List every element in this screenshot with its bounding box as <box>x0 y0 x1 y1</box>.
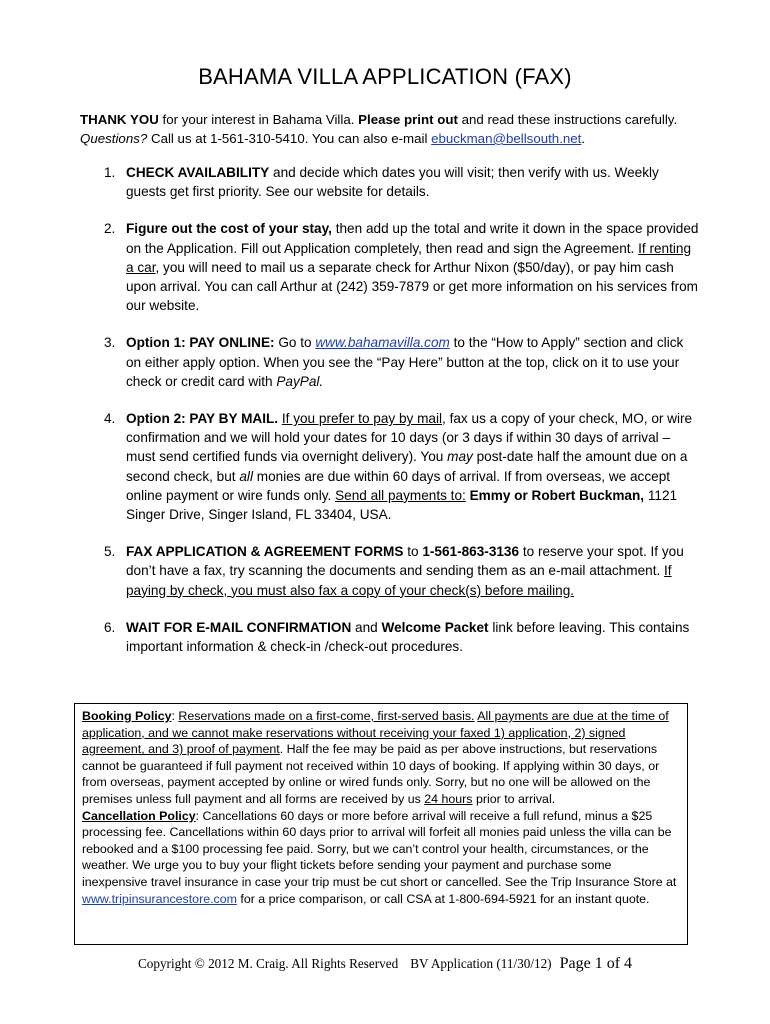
list-item-3 <box>80 333 700 391</box>
policy-text: : Cancellations 60 days or more before arrival will receive a full refund, minus a $25 processing fee. Cancellations within 60 days prior to arrival will forfeit all monies paid unless the villa can be rebooked and a $100 processing fee paid. Sorry, but we can’t control your health, circumstances, or the weather. We urge you to buy your flight tickets before sending your payment and purchase some inexpensive travel insurance in case your trip must be cut short or cancelled. See the Trip Insurance Store at <box>82 808 677 889</box>
fax-number: 1-561-863-3136 <box>422 544 520 560</box>
item-text: and decide which dates you will visit; then verify with us. Weekly guests get first priority. See our website for details. <box>126 165 659 200</box>
item-heading: Option 1: PAY ONLINE: <box>126 335 275 351</box>
item-text: to <box>403 544 423 560</box>
item-text: to reserve your spot. If you don’t have a fax, try scanning the documents and sending them as an e-mail attachment. <box>126 544 684 579</box>
item-text: , you will need to mail us a separate check for Arthur Nixon ($50/day), or pay him cash upon arrival. You can call Arthur at (242) 359-7879 or get more information on his services from our website. <box>126 259 698 314</box>
list-item-1 <box>80 163 700 201</box>
instruction-list <box>80 163 700 674</box>
list-number: 3. <box>104 335 116 351</box>
item-text: , fax us a copy of your check, MO, or wire confirmation and we will hold your dates for 10 days (or 3 days if within 30 days of arrival – must send certified funds via overnight delivery). You <box>126 411 693 465</box>
policy-underline: 24 hours <box>424 791 473 806</box>
policy-box <box>74 703 688 945</box>
list-item-6 <box>80 618 700 656</box>
list-number: 5. <box>104 544 116 560</box>
version-text: BV Application (11/30/12) <box>410 956 552 971</box>
item-heading: Figure out the cost of your stay, <box>126 221 332 237</box>
list-number: 6. <box>104 619 116 635</box>
cancellation-policy-label: Cancellation Policy <box>82 808 196 823</box>
item-italic: all <box>239 468 253 484</box>
item-underline: If renting a car <box>126 240 692 275</box>
payee-name: Emmy or Robert Buckman, <box>469 487 645 503</box>
copyright-text: Copyright © 2012 M. Craig. All Rights Reserved <box>137 956 399 971</box>
intro-text-1: for your interest in Bahama Villa. <box>158 112 359 127</box>
list-number: 4. <box>104 411 116 427</box>
item-heading: WAIT FOR E-MAIL CONFIRMATION <box>126 619 352 635</box>
print-out-text: Please print out <box>358 112 458 127</box>
questions-text: Questions? <box>80 131 148 146</box>
welcome-packet-text: Welcome Packet <box>381 619 489 635</box>
list-number: 2. <box>104 221 116 237</box>
list-item-5 <box>80 542 700 600</box>
policy-text: . Half the fee may be paid as per above instructions, but reservations cannot be guaranteed if full payment not received within 10 days of booking. If applying within 30 days, or from overseas, payment accepted by online or wired funds only. Sorry, but no one will be allowed on the premises unless full payment and all forms are received by us <box>82 742 660 806</box>
page-footer <box>0 955 770 973</box>
policy-text: : <box>171 709 179 723</box>
policy-underline: All payments are due at the time of application, and we cannot make reservations without receiving your faxed 1) application, 2) signed agreement, and 3) proof of payment <box>82 709 669 757</box>
page-title: BAHAMA VILLA APPLICATION (FAX) <box>198 64 572 89</box>
item-underline: If paying by check, you must also fax a copy of your check(s) before mailing. <box>126 563 672 598</box>
booking-policy-label: Booking Policy <box>82 709 172 723</box>
item-text: link before leaving. This contains important information & check-in /check-out procedures. <box>126 619 690 655</box>
policy-underline: Reservations made on a first-come, first-served basis. <box>178 709 475 723</box>
intro-text-3: Call us at 1-561-310-5410. You can also e-mail <box>147 131 432 146</box>
item-heading: CHECK AVAILABILITY <box>126 165 270 180</box>
item-text: post-date half the amount due on a second check, but <box>126 449 688 484</box>
intro-text-2: and read these instructions carefully. <box>457 112 678 127</box>
website-link[interactable]: www.bahamavilla.com <box>315 335 450 351</box>
item-text: and <box>351 619 382 635</box>
intro-paragraph <box>80 110 700 148</box>
item-italic: may <box>447 449 473 465</box>
thank-you-text: THANK YOU <box>80 112 159 127</box>
list-number: 1. <box>104 165 116 180</box>
item-text: monies are due within 60 days of arrival. If from overseas, we accept online payment or wire funds only. <box>126 468 671 503</box>
item-heading: FAX APPLICATION & AGREEMENT FORMS <box>126 544 404 560</box>
policy-text: prior to arrival. <box>472 791 556 806</box>
trip-insurance-link[interactable]: www.tripinsurancestore.com <box>82 891 237 906</box>
email-link[interactable]: ebuckman@bellsouth.net <box>431 131 582 146</box>
item-text: then add up the total and write it down in the space provided on the Application. Fill out Application completely, then read and sign the Agreement. <box>126 221 699 256</box>
item-heading: Option 2: PAY BY MAIL. <box>126 411 279 427</box>
item-text: to the “How to Apply” section and click on either apply option. When you see the “Pay Here” button at the top, click on it to use your check or credit card with <box>126 335 684 389</box>
item-text: Go to <box>274 335 316 351</box>
item-underline: Send all payments to: <box>335 487 466 503</box>
intro-text-4: . <box>581 131 586 146</box>
paypal-text: PayPal. <box>276 373 324 389</box>
item-text: 1121 Singer Drive, Singer Island, FL 33404, USA. <box>126 487 678 523</box>
policy-text: for a price comparison, or call CSA at 1-800-694-5921 for an instant quote. <box>236 891 650 906</box>
item-underline: If you prefer to pay by mail <box>281 411 443 427</box>
list-item-4 <box>80 409 700 524</box>
list-item-2 <box>80 219 700 315</box>
page-number: Page 1 of 4 <box>559 955 633 972</box>
